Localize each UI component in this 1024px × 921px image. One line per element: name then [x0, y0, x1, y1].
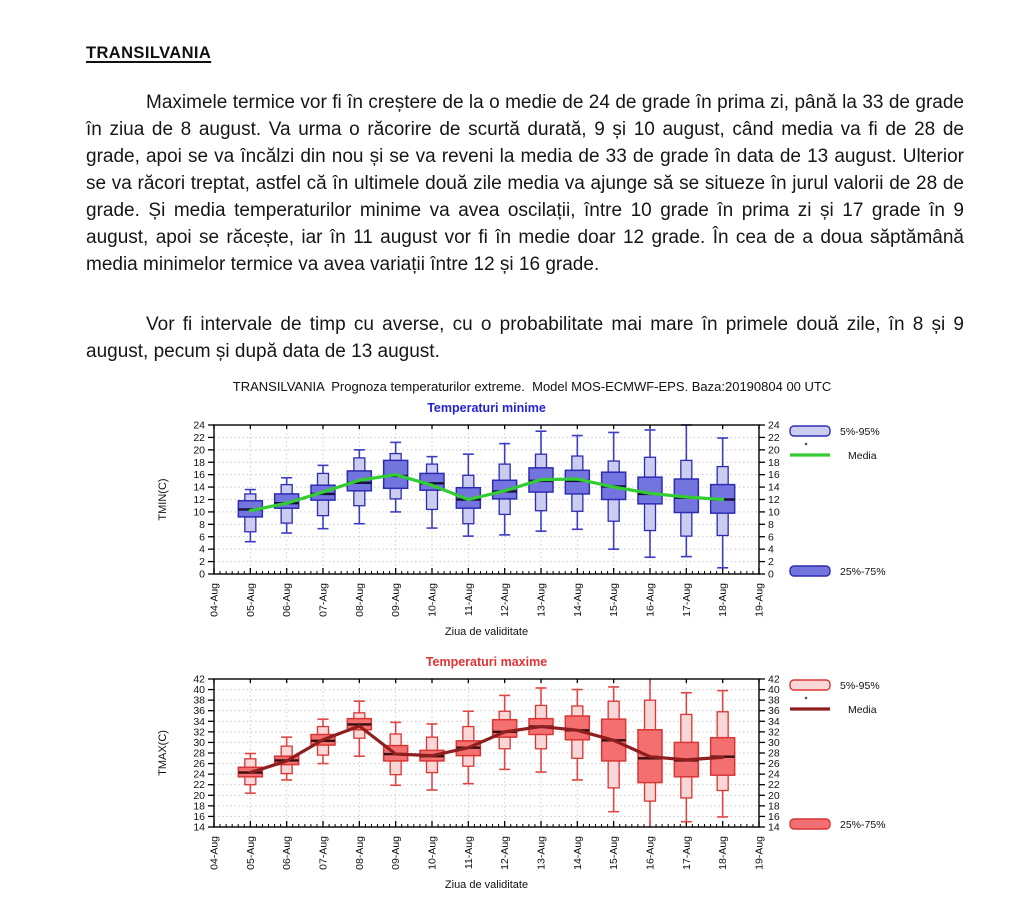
- svg-text:8: 8: [199, 518, 205, 531]
- svg-text:10: 10: [768, 506, 780, 519]
- svg-text:24: 24: [193, 419, 205, 432]
- svg-text:5%-95%: 5%-95%: [840, 680, 880, 692]
- legend-item-25%-75%: [790, 819, 886, 831]
- x-tick-label: 08-Aug: [353, 583, 366, 617]
- svg-text:25%-75%: 25%-75%: [840, 819, 886, 831]
- x-tick-label: 06-Aug: [281, 583, 294, 617]
- svg-text:16: 16: [193, 810, 205, 823]
- svg-text:16: 16: [768, 469, 780, 482]
- x-tick-label: 07-Aug: [317, 836, 330, 870]
- x-tick-label: 09-Aug: [390, 583, 403, 617]
- svg-text:Media: Media: [848, 450, 877, 462]
- x-tick-label: 11-Aug: [462, 583, 475, 617]
- x-tick-label: 09-Aug: [390, 836, 403, 870]
- svg-text:4: 4: [199, 543, 205, 556]
- svg-text:14: 14: [768, 481, 780, 494]
- svg-text:22: 22: [193, 431, 205, 444]
- chart-title: Temperaturi minime: [427, 401, 546, 415]
- svg-text:12: 12: [193, 494, 205, 506]
- x-tick-label: 05-Aug: [244, 836, 257, 870]
- box-18-Aug: [711, 438, 735, 568]
- box-17-Aug: [674, 693, 698, 822]
- x-tick-label: 16-Aug: [644, 583, 657, 617]
- legend-item-25%-75%: [790, 566, 886, 578]
- y-axis-label: TMAX(C): [157, 730, 169, 776]
- x-axis-label: Ziua de validitate: [444, 879, 529, 891]
- svg-text:0: 0: [199, 568, 205, 581]
- svg-text:2: 2: [768, 556, 774, 569]
- svg-text:38: 38: [768, 694, 780, 707]
- svg-text:38: 38: [193, 694, 205, 707]
- svg-text:25%-75%: 25%-75%: [840, 566, 886, 578]
- svg-text:22: 22: [193, 779, 205, 792]
- box-18-Aug: [711, 691, 735, 817]
- svg-text:14: 14: [193, 481, 205, 494]
- box-05-Aug: [238, 490, 262, 542]
- svg-text:24: 24: [768, 768, 780, 781]
- svg-text:32: 32: [193, 726, 205, 739]
- x-tick-label: 18-Aug: [717, 836, 730, 870]
- forecast-paragraph-max-min: Maximele termice vor fi în creștere de la o medie de 24 de grade în prima zi, până la 33 de grade în ziua de 8 august. Va urma o răcorire de scurtă durată, 9 și 10 august, când media va fi de 28 de grade, apoi se va încălzi din nou și se va reveni la media de 33 de grade în data de 13 august. Ulterior se va răcori treptat, astfel că în ultimele două zile media va ajunge să se situeze în jurul valorii de 28 de grade. Și media temperaturilor minime va avea oscilații, între 10 grade în prima zi și 17 grade în 9 august, apoi se răcește, iar în 11 august vor fi în medie doar 12 grade. În cea de a doua săptămână media minimelor termice va avea variații între 12 și 16 grade.: [86, 92, 964, 275]
- box-08-Aug: [347, 450, 371, 524]
- svg-text:42: 42: [768, 673, 780, 686]
- x-tick-label: 18-Aug: [717, 583, 730, 617]
- svg-text:10: 10: [193, 506, 205, 519]
- x-tick-label: 13-Aug: [535, 583, 548, 617]
- svg-text:40: 40: [768, 684, 780, 697]
- box-15-Aug: [602, 432, 626, 549]
- box-15-Aug: [602, 687, 626, 812]
- legend-item-5%-95%: [790, 680, 880, 692]
- svg-text:40: 40: [193, 684, 205, 697]
- svg-text:22: 22: [768, 431, 780, 444]
- y-axis-label: TMIN(C): [157, 478, 169, 521]
- page-title: TRANSILVANIA: [86, 44, 212, 62]
- box-14-Aug: [565, 690, 589, 780]
- legend-item-Media: [790, 450, 877, 462]
- x-tick-label: 04-Aug: [208, 836, 221, 870]
- svg-text:16: 16: [768, 810, 780, 823]
- svg-text:24: 24: [768, 419, 780, 432]
- x-tick-label: 04-Aug: [208, 583, 221, 617]
- svg-text:34: 34: [768, 715, 780, 728]
- x-tick-label: 10-Aug: [426, 836, 439, 870]
- svg-text:20: 20: [768, 444, 780, 457]
- x-tick-label: 15-Aug: [608, 836, 621, 870]
- outlier-marker-dot: [805, 443, 808, 446]
- x-tick-label: 17-Aug: [680, 836, 693, 870]
- legend-item-Media: [790, 704, 877, 716]
- svg-text:18: 18: [193, 456, 205, 469]
- svg-text:24: 24: [193, 768, 205, 781]
- svg-text:14: 14: [193, 821, 205, 834]
- x-tick-label: 19-Aug: [753, 583, 766, 617]
- svg-text:16: 16: [193, 469, 205, 482]
- boxplot-svg: [150, 396, 890, 650]
- x-axis-label: Ziua de validitate: [444, 626, 529, 638]
- svg-text:36: 36: [768, 705, 780, 718]
- svg-text:20: 20: [193, 789, 205, 802]
- x-tick-label: 05-Aug: [244, 583, 257, 617]
- svg-text:34: 34: [193, 715, 205, 728]
- tmin-boxplot-chart: [150, 396, 890, 655]
- outlier-marker-dot: [805, 697, 808, 700]
- svg-text:2: 2: [199, 556, 205, 569]
- chart-title: Temperaturi maxime: [425, 655, 548, 669]
- box-13-Aug: [529, 688, 553, 772]
- svg-text:Media: Media: [848, 704, 877, 716]
- svg-text:28: 28: [768, 747, 780, 760]
- figure-title: TRANSILVANIA Prognoza temperaturilor extreme. Model MOS-ECMWF-EPS. Baza:20190804 00 UTC: [232, 379, 832, 394]
- svg-text:20: 20: [768, 789, 780, 802]
- x-tick-label: 06-Aug: [281, 836, 294, 870]
- svg-text:26: 26: [193, 758, 205, 771]
- svg-text:5%-95%: 5%-95%: [840, 426, 880, 438]
- x-tick-label: 10-Aug: [426, 583, 439, 617]
- x-tick-label: 14-Aug: [571, 583, 584, 617]
- x-tick-label: 08-Aug: [353, 836, 366, 870]
- svg-text:6: 6: [199, 531, 205, 544]
- svg-text:20: 20: [193, 444, 205, 457]
- svg-text:6: 6: [768, 531, 774, 544]
- svg-text:0: 0: [768, 568, 774, 581]
- svg-text:12: 12: [768, 494, 780, 506]
- svg-text:30: 30: [193, 736, 205, 749]
- box-06-Aug: [275, 737, 299, 780]
- x-tick-label: 12-Aug: [499, 836, 512, 870]
- legend-item-5%-95%: [790, 426, 880, 438]
- x-tick-label: 17-Aug: [680, 583, 693, 617]
- svg-text:36: 36: [193, 705, 205, 718]
- svg-text:14: 14: [768, 821, 780, 834]
- x-tick-label: 14-Aug: [571, 836, 584, 870]
- boxplot-svg: [150, 648, 890, 916]
- x-tick-label: 19-Aug: [753, 836, 766, 870]
- box-07-Aug: [311, 465, 335, 528]
- svg-text:4: 4: [768, 543, 774, 556]
- box-10-Aug: [420, 457, 444, 528]
- svg-text:30: 30: [768, 736, 780, 749]
- x-tick-label: 12-Aug: [499, 583, 512, 617]
- svg-text:8: 8: [768, 518, 774, 531]
- tmax-boxplot-chart: [150, 648, 890, 921]
- svg-text:18: 18: [768, 800, 780, 813]
- svg-text:32: 32: [768, 726, 780, 739]
- svg-text:18: 18: [193, 800, 205, 813]
- svg-text:42: 42: [193, 673, 205, 686]
- x-tick-label: 13-Aug: [535, 836, 548, 870]
- x-tick-label: 15-Aug: [608, 583, 621, 617]
- svg-text:28: 28: [193, 747, 205, 760]
- svg-text:22: 22: [768, 779, 780, 792]
- svg-text:26: 26: [768, 758, 780, 771]
- x-tick-label: 07-Aug: [317, 583, 330, 617]
- x-tick-label: 16-Aug: [644, 836, 657, 870]
- x-tick-label: 11-Aug: [462, 836, 475, 870]
- svg-text:18: 18: [768, 456, 780, 469]
- forecast-paragraph-showers: Vor fi intervale de timp cu averse, cu o probabilitate mai mare în primele două zile, în 8 și 9 august, pecum și după data de 13 august.: [86, 314, 964, 362]
